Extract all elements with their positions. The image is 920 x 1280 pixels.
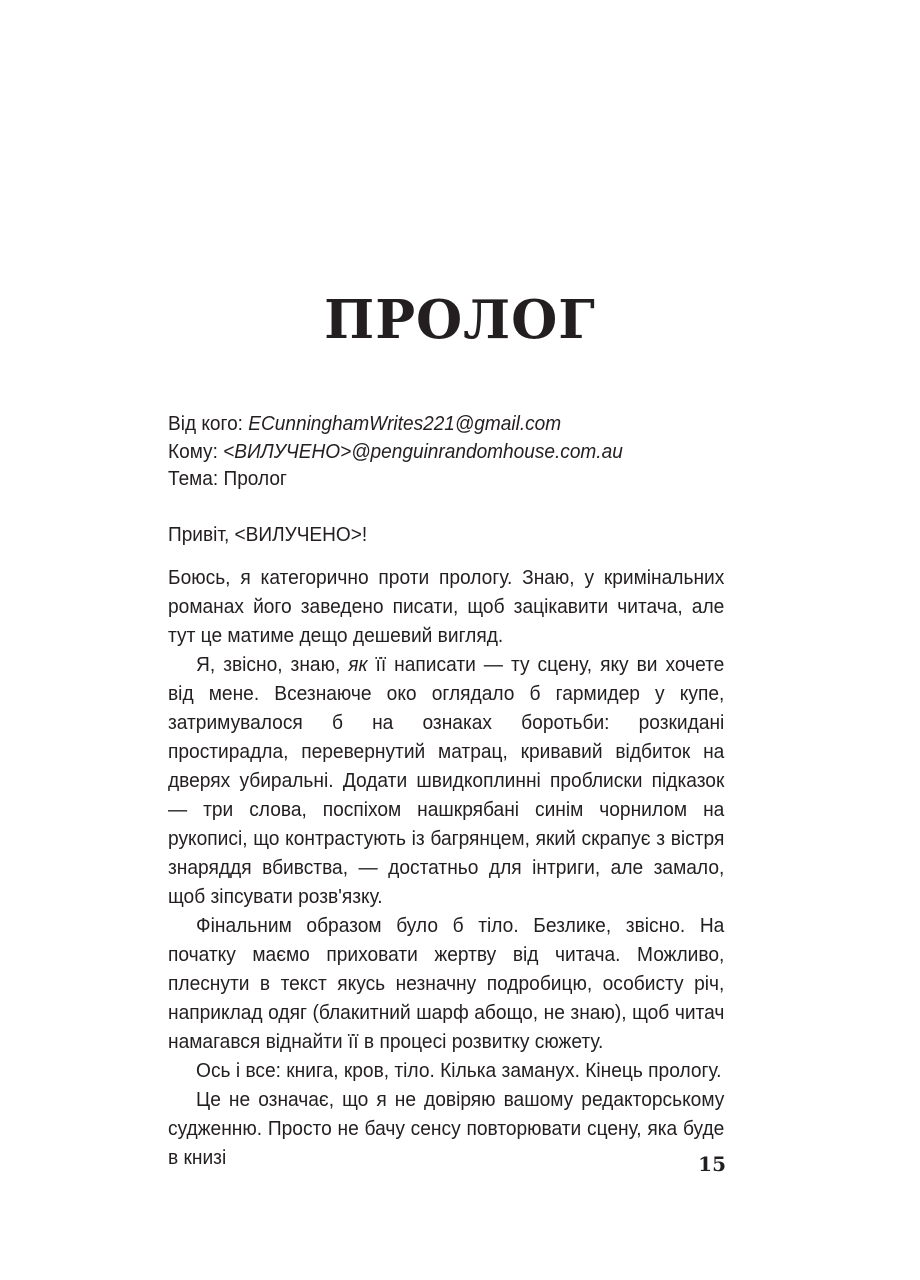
email-subject-line	[168, 465, 724, 493]
email-from-value: ECunninghamWrites221@gmail.com	[248, 412, 562, 435]
email-to-label: Кому:	[168, 439, 218, 463]
paragraph-lead: Я, звісно, знаю,	[196, 652, 349, 676]
email-subject-label: Тема:	[168, 467, 219, 490]
paragraph: Фінальним образом було б тіло. Безлике, звісно. На початку маємо приховати жертву від читача. Можливо, плеснути в текст якусь незначну подробицю, особисту річ, наприклад одяг (блакитний шарф абощо, не знаю), щоб читач намагався віднайти її в процесі розвитку сюжету.	[168, 913, 725, 1053]
email-header-block	[168, 410, 724, 493]
paragraph	[168, 650, 724, 911]
paragraph: Ось і все: книга, кров, тіло. Кілька заманух. Кінець прологу.	[196, 1058, 722, 1082]
page-number: 15	[698, 1152, 726, 1176]
email-from-label: Від кого:	[168, 412, 243, 435]
paragraph-tail: її написати — ту сцену, яку ви хочете від мене. Всезнаюче око оглядало б гармидер у купе, затримувалося б на ознаках боротьби: розкидані простирадла, перевернутий матрац, кривавий відбиток на дверях убиральні. Додати швидкоплинні проблиски підказок — три слова, поспіхом нашкрябані синім чорнилом на рукописі, що контрастують із багрянцем, який скрапує з вістря знаряддя вбивства, — достатньо для інтриги, але замало, щоб зіпсувати розв'язку.	[168, 652, 725, 908]
page-title: ПРОЛОГ	[324, 288, 596, 351]
paragraph-emphasis: як	[348, 652, 368, 676]
email-from-line	[168, 410, 724, 438]
email-to-line	[168, 438, 724, 466]
email-subject-value: Пролог	[223, 467, 287, 490]
text-column	[168, 410, 724, 1172]
email-body	[168, 563, 724, 1172]
paragraph: Боюсь, я категорично проти прологу. Знаю, у кримінальних романах його заведено писати, щоб зацікавити читача, але тут це матиме дещо дешевий вигляд.	[168, 565, 725, 647]
email-to-value: <ВИЛУЧЕНО>@penguinrandomhouse.com.au	[223, 439, 623, 463]
paragraph: Це не означає, що я не довіряю вашому редакторському судженню. Просто не бачу сенсу повторювати сцену, яка буде в книзі	[168, 1087, 725, 1169]
email-greeting: Привіт, <ВИЛУЧЕНО>!	[168, 522, 368, 546]
